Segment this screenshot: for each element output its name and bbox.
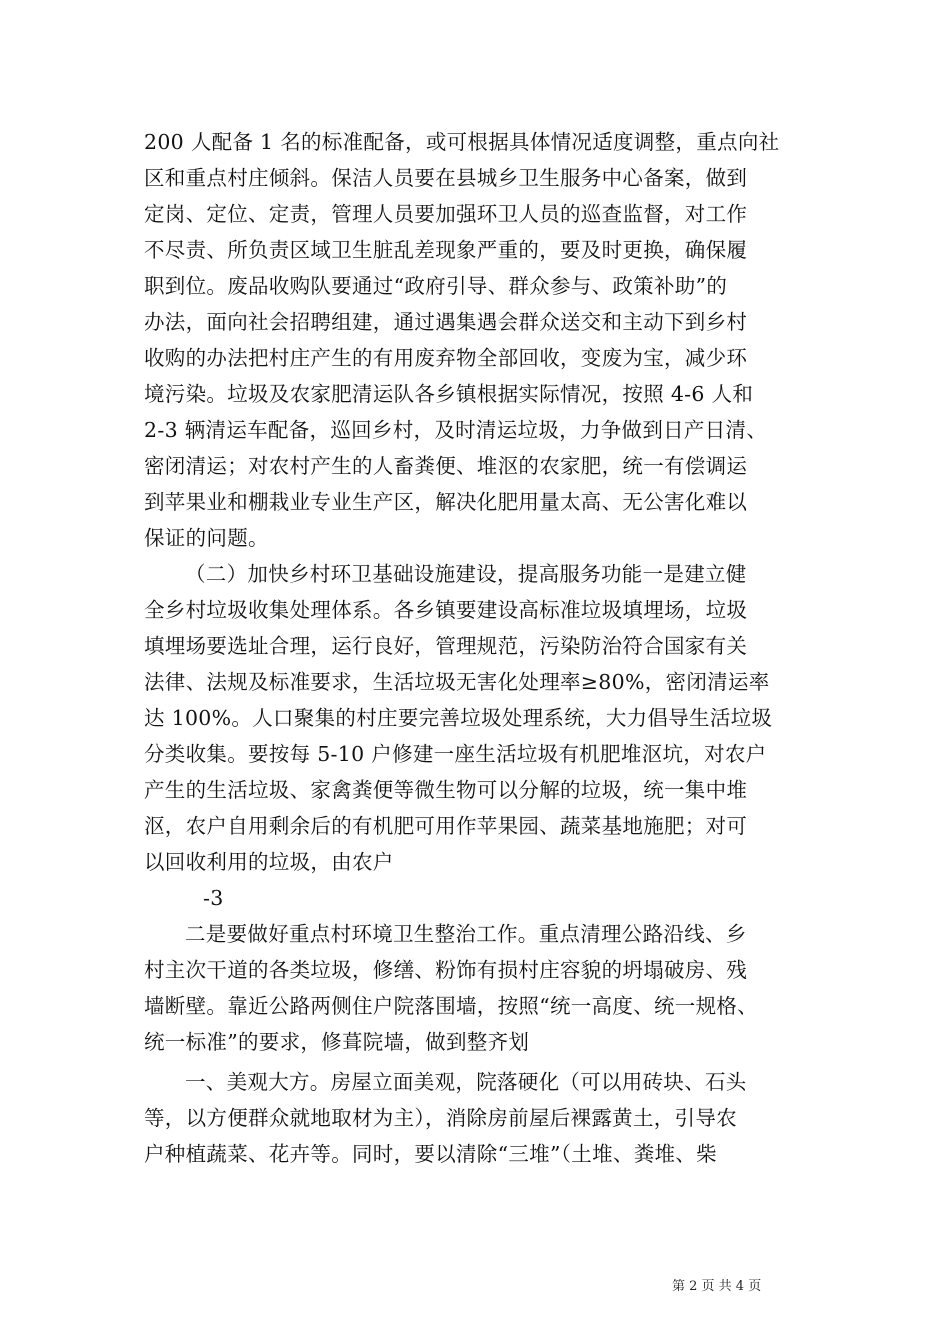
page-footer: 第 2 页 共 4 页 <box>672 1279 762 1294</box>
paragraph-first-line: 一、美观大方。房屋立面美观，院落硬化（可以用砖块、石头 <box>185 1070 747 1094</box>
section-heading-line: （二）加快乡村环卫基础设施建设，提高服务功能一是建立健 <box>185 562 747 586</box>
text-line: 沤，农户自用剩余后的有机肥可用作苹果园、蔬菜基地施肥；对可 <box>144 814 748 838</box>
text-line: 区和重点村庄倾斜。保洁人员要在县城乡卫生服务中心备案，做到 <box>144 166 748 190</box>
text-line: 定岗、定位、定责，管理人员要加强环卫人员的巡查监督，对工作 <box>144 202 748 226</box>
text-line: 村主次干道的各类垃圾，修缮、粉饰有损村庄容貌的坍塌破房、残 <box>144 958 748 982</box>
text-line: 户种植蔬菜、花卉等。同时，要以清除“三堆”（土堆、粪堆、柴 <box>144 1142 717 1166</box>
text-line: 200 人配备 1 名的标准配备，或可根据具体情况适度调整，重点向社 <box>144 130 780 154</box>
text-line: 密闭清运；对农村产生的人畜粪便、堆沤的农家肥，统一有偿调运 <box>144 454 748 478</box>
text-line: 办法，面向社会招聘组建，通过遇集遇会群众送交和主动下到乡村 <box>144 310 748 334</box>
text-line: 以回收利用的垃圾，由农户 <box>144 850 394 874</box>
text-line: 境污染。垃圾及农家肥清运队各乡镇根据实际情况，按照 4-6 人和 <box>144 382 754 406</box>
text-line: 收购的办法把村庄产生的有用废弃物全部回收，变废为宝，减少环 <box>144 346 748 370</box>
page-marker: -3 <box>203 886 224 910</box>
text-line: 产生的生活垃圾、家禽粪便等微生物可以分解的垃圾，统一集中堆 <box>144 778 748 802</box>
text-line: 分类收集。要按每 5-10 户修建一座生活垃圾有机肥堆沤坑，对农户 <box>144 742 767 766</box>
paragraph-first-line: 二是要做好重点村环境卫生整治工作。重点清理公路沿线、乡 <box>185 922 747 946</box>
text-line: 墙断壁。靠近公路两侧住户院落围墙，按照“统一高度、统一规格、 <box>144 994 758 1018</box>
text-line: 全乡村垃圾收集处理体系。各乡镇要建设高标准垃圾填埋场，垃圾 <box>144 598 748 622</box>
text-line: 统一标准”的要求，修葺院墙，做到整齐划 <box>144 1030 530 1054</box>
text-line: 填埋场要选址合理，运行良好，管理规范，污染防治符合国家有关 <box>144 634 748 658</box>
text-line: 2-3 辆清运车配备，巡回乡村，及时清运垃圾，力争做到日产日清、 <box>144 418 768 442</box>
text-line: 等，以方便群众就地取材为主），消除房前屋后裸露黄土，引导农 <box>144 1106 737 1130</box>
text-line: 职到位。废品收购队要通过“政府引导、群众参与、政策补助”的 <box>144 274 728 298</box>
text-line: 不尽责、所负责区域卫生脏乱差现象严重的，要及时更换，确保履 <box>144 238 748 262</box>
text-line: 法律、法规及标准要求，生活垃圾无害化处理率≥80%，密闭清运率 <box>144 670 770 694</box>
text-line: 保证的问题。 <box>144 526 269 550</box>
text-line: 到苹果业和棚栽业专业生产区，解决化肥用量太高、无公害化难以 <box>144 490 748 514</box>
text-line: 达 100%。人口聚集的村庄要完善垃圾处理系统，大力倡导生活垃圾 <box>144 706 773 730</box>
